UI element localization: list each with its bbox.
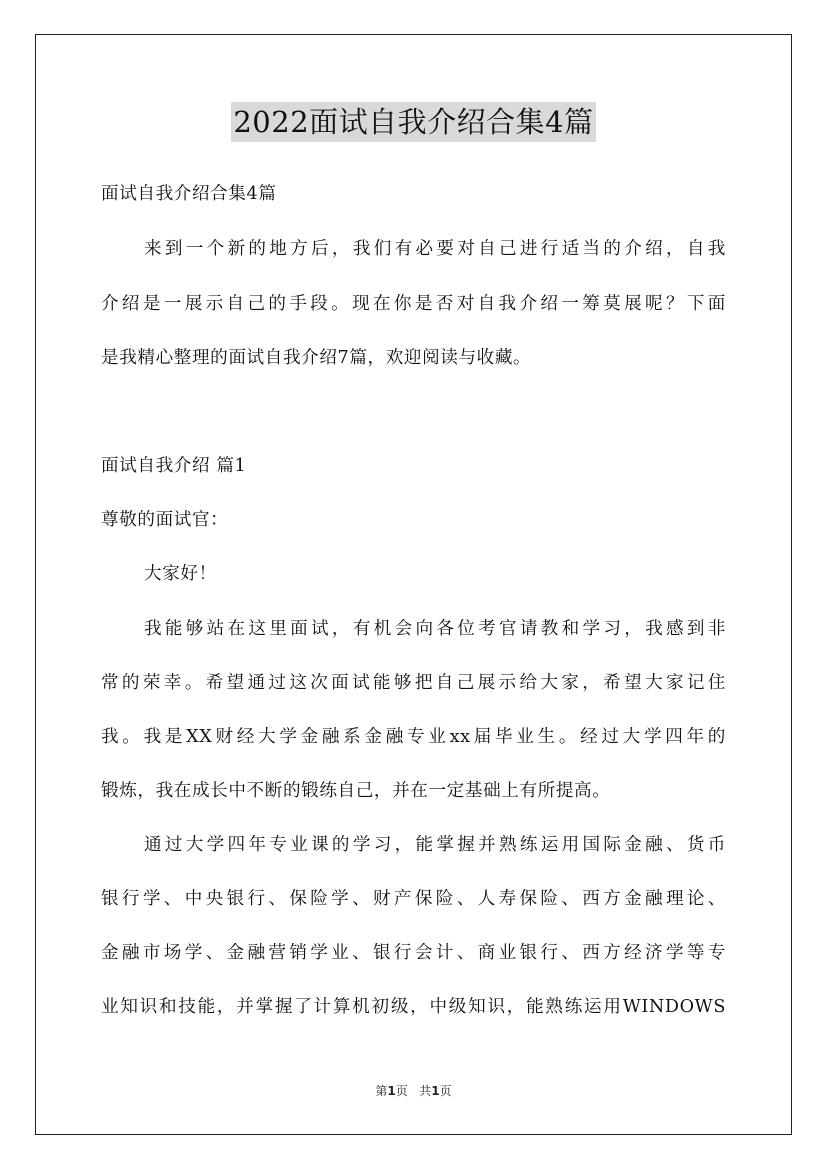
subtitle: 面试自我介绍合集4篇: [101, 184, 277, 204]
para1-line-4: 锻炼，我在成长中不断的锻练自己，并在一定基础上有所提高。: [101, 781, 611, 801]
greeting: 大家好！: [144, 564, 217, 584]
para2-line-3: 金融市场学、金融营销学业、银行会计、商业银行、西方经济学等专: [101, 943, 726, 963]
para2-line-2: 银行学、中央银行、保险学、财产保险、人寿保险、西方金融理论、: [101, 889, 726, 909]
para1-line-1: 我能够站在这里面试，有机会向各位考官请教和学习，我感到非: [144, 619, 726, 639]
footer-total-number: 1: [431, 1084, 440, 1098]
title-container: [0, 102, 827, 142]
footer-total-prefix: 共: [419, 1084, 432, 1098]
para1-line-2: 常的荣幸。希望通过这次面试能够把自己展示给大家，希望大家记住: [101, 673, 726, 693]
intro-line-2: 介绍是一展示自己的手段。现在你是否对自我介绍一筹莫展呢？下面: [101, 294, 726, 314]
para2-line-4: 业知识和技能，并掌握了计算机初级，中级知识，能熟练运用WINDOWS: [101, 997, 726, 1017]
footer-page-suffix: 页: [395, 1084, 408, 1098]
footer-total-suffix: 页: [439, 1084, 452, 1098]
intro-line-3: 是我精心整理的面试自我介绍7篇，欢迎阅读与收藏。: [101, 348, 532, 368]
section-heading: 面试自我介绍 篇1: [101, 456, 247, 476]
document-title: 2022面试自我介绍合集4篇: [231, 102, 595, 142]
para1-line-3: 我。我是XX财经大学金融系金融专业xx届毕业生。经过大学四年的: [101, 727, 726, 747]
intro-line-1: 来到一个新的地方后，我们有必要对自己进行适当的介绍，自我: [144, 239, 726, 259]
footer-page-prefix: 第: [375, 1084, 388, 1098]
footer-page-number: 1: [387, 1084, 396, 1098]
salutation: 尊敬的面试官：: [101, 510, 229, 530]
page-footer: [0, 1083, 827, 1099]
para2-line-1: 通过大学四年专业课的学习，能掌握并熟练运用国际金融、货币: [144, 835, 726, 855]
